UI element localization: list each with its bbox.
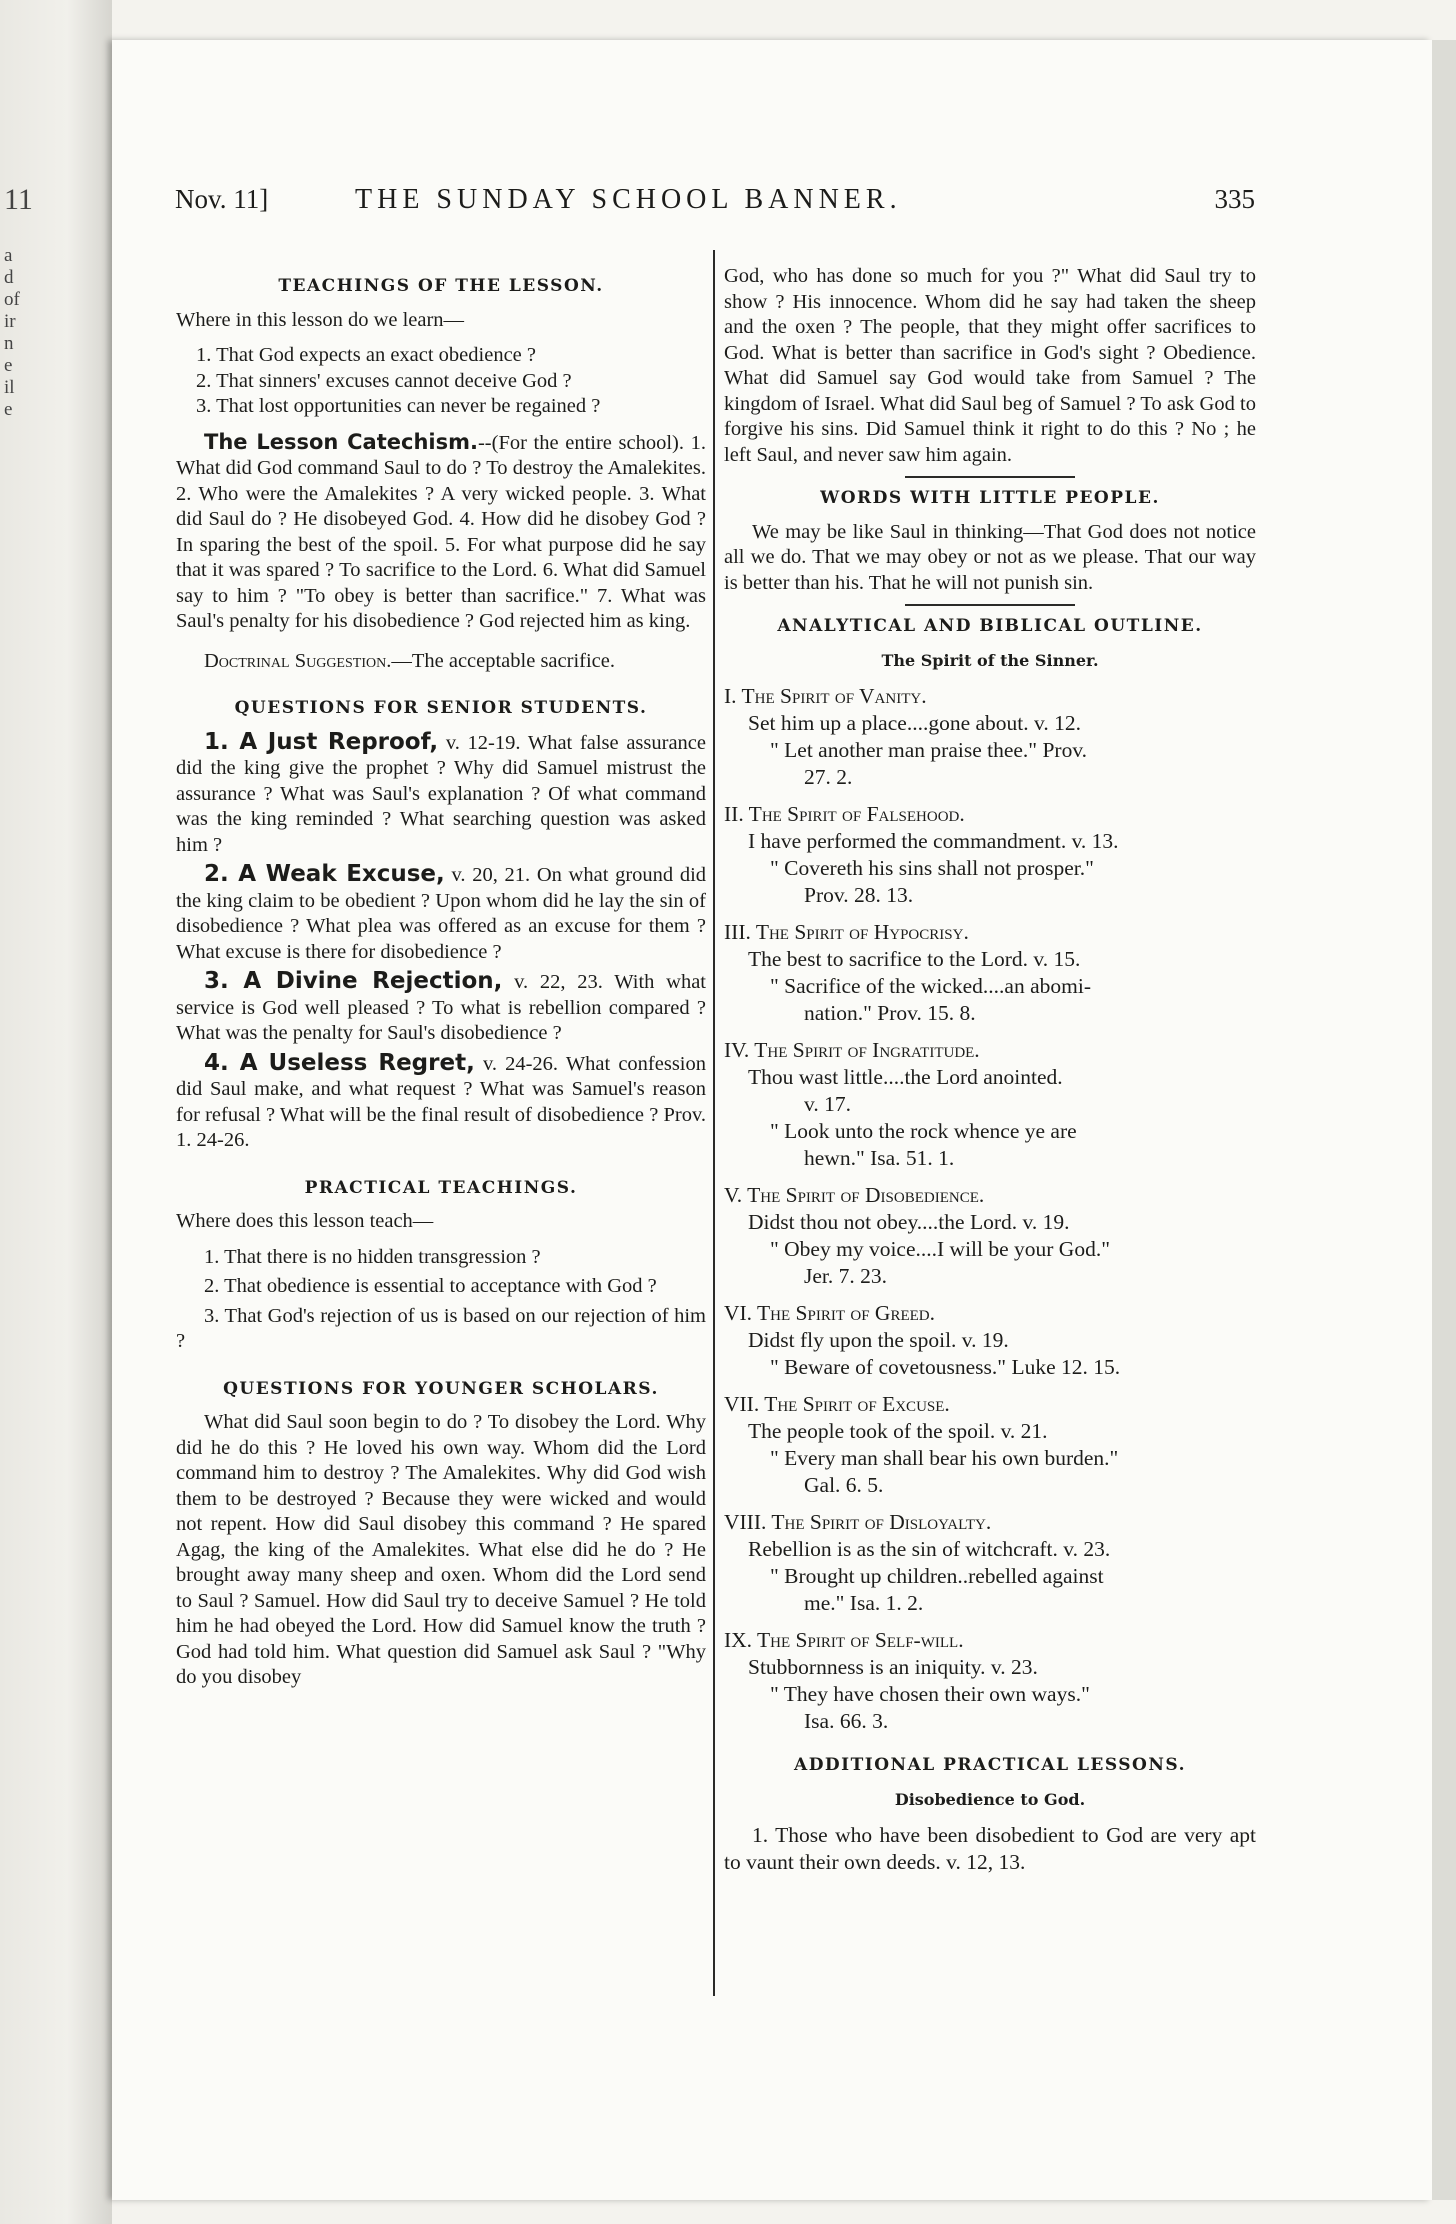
senior-item — [176, 969, 706, 1047]
additional-heading: ADDITIONAL PRACTICAL LESSONS. — [794, 1755, 1186, 1775]
practical-item: 1. That there is no hidden transgression ? — [204, 1245, 541, 1268]
outline-item — [724, 1300, 1256, 1381]
gutter-fragment: 11 — [4, 183, 33, 216]
gutter-fragment: n — [4, 333, 14, 354]
outline-item-head: VI. The Spirit of Greed. — [724, 1301, 935, 1325]
outline-item-line: Stubbornness is an iniquity. v. 23. — [748, 1655, 1038, 1679]
outline-item — [724, 1182, 1256, 1290]
outline-item-line: Didst thou not obey....the Lord. v. 19. — [748, 1210, 1070, 1234]
outline-item-line: The people took of the spoil. v. 21. — [748, 1419, 1048, 1443]
right-column — [724, 266, 1256, 1880]
outline-item-line: nation." Prov. 15. 8. — [804, 1001, 976, 1025]
outline-item-line: 27. 2. — [804, 765, 853, 789]
outline-item-line: " Let another man praise thee." Prov. — [770, 738, 1088, 762]
doctrinal-text: —The acceptable sacrifice. — [391, 649, 615, 672]
outline-item-line: Jer. 7. 23. — [804, 1264, 888, 1288]
little-people-heading: WORDS WITH LITTLE PEOPLE. — [820, 488, 1160, 508]
catechism-text: --(For the entire school). 1. What did God command Saul to do ? To destroy the Amalekites. 2. Who were the Amalekites ? A very wicked people. 3. What did Saul do ? He disobeyed God. 4. How did he disobey God ? In sparing the best of the spoil. 5. For what purpose did he say that it was spared ? To sacrifice to the Lord. 6. What did Samuel say to him ? "To obey is better than sacrifice." 7. What was Saul's penalty for his disobedience ? God rejected him as king. — [176, 431, 706, 632]
outline-item-line: " Obey my voice....I will be your God." — [770, 1237, 1110, 1261]
senior-item — [176, 862, 706, 965]
outline-subheading: The Spirit of the Sinner. — [881, 650, 1099, 670]
outline-item-line: me." Isa. 1. 2. — [804, 1591, 924, 1615]
outline-item-line: Thou wast little....the Lord anointed. — [748, 1065, 1063, 1089]
outline-item-line: " They have chosen their own ways." — [770, 1682, 1090, 1706]
outline-item-line: I have performed the commandment. v. 13. — [748, 829, 1119, 853]
senior-item-ref: v. 12-19. — [445, 731, 521, 754]
gutter-fragment: e — [4, 355, 13, 376]
outline-item-line: The best to sacrifice to the Lord. v. 15. — [748, 947, 1081, 971]
outline-item-head: IX. The Spirit of Self-will. — [724, 1628, 964, 1652]
gutter-fragment: of — [4, 289, 20, 310]
section-rule — [905, 476, 1075, 478]
gutter-fragment: ir — [4, 311, 16, 332]
teachings-item: 2. That sinners' excuses cannot deceive God ? — [196, 369, 572, 392]
doctrinal-lead: Doctrinal Suggestion. — [204, 649, 392, 672]
teachings-item: 3. That lost opportunities can never be regained ? — [196, 395, 601, 417]
senior-item-title: 4. A Useless Regret, — [204, 1049, 475, 1076]
practical-item: 3. That God's rejection of us is based on our rejection of him ? — [176, 1304, 706, 1352]
outline-item-line: Isa. 66. 3. — [804, 1709, 889, 1733]
little-people-text: We may be like Saul in thinking—That God does not notice all we do. That we may obey or not as we please. That our way is better than his. That he will not punish sin. — [724, 520, 1256, 594]
previous-page-fragments — [4, 185, 44, 421]
outline-list — [724, 683, 1256, 1735]
running-head-title: THE SUNDAY SCHOOL BANNER. — [355, 184, 902, 215]
outline-item — [724, 919, 1256, 1027]
gutter-fragment: d — [4, 267, 14, 288]
left-column — [176, 266, 706, 1695]
senior-item — [176, 730, 706, 859]
younger-text: What did Saul soon begin to do ? To disobey the Lord. Why did he do this ? He loved his own way. Whom did the Lord command him to destroy ? The Amalekites. Why did God wish them to be destroyed ? Because they were wicked and would not repent. How did Saul disobey this command ? He spared Agag, the king of the Amalekites. What else did he do ? He brought away many sheep and oxen. Whom did the Lord send to Saul ? Samuel. How did Saul try to deceive Samuel ? He told him he had obeyed the Lord. How did Samuel know the truth ? God had told him. What question did Samuel ask Saul ? "Why do you disobey — [176, 1411, 706, 1688]
outline-item-head: III. The Spirit of Hypocrisy. — [724, 920, 969, 944]
column-divider — [713, 250, 715, 1996]
doctrinal-paragraph — [176, 649, 706, 675]
catechism-lead: The Lesson Catechism. — [204, 429, 478, 454]
outline-item-line: " Look unto the rock whence ye are — [770, 1119, 1077, 1143]
teachings-item: 1. That God expects an exact obedience ? — [196, 344, 537, 366]
senior-item-ref: v. 22, 23. — [514, 971, 603, 993]
page-edge — [1432, 40, 1456, 2200]
additional-text: 1. Those who have been disobedient to God are very apt to vaunt their own deeds. v. 12, 13. — [724, 1823, 1256, 1874]
outline-item-line: Prov. 28. 13. — [804, 883, 914, 907]
outline-item-line: " Beware of covetousness." Luke 12. 15. — [770, 1355, 1121, 1379]
outline-item-line: " Brought up children..rebelled against — [770, 1564, 1104, 1588]
teachings-intro: Where in this lesson do we learn— — [176, 308, 465, 331]
senior-item-title: 1. A Just Reproof, — [204, 728, 439, 755]
section-rule — [905, 604, 1075, 606]
outline-item-line: " Sacrifice of the wicked....an abomi- — [770, 974, 1091, 998]
senior-item-text: What false assurance did the king give the prophet ? Why did Samuel mistrust the assurance ? What was Saul's explanation ? Of what command was the king reminded ? What searching question was asked him ? — [176, 731, 707, 856]
senior-item-title: 2. A Weak Excuse, — [204, 861, 445, 887]
outline-heading: ANALYTICAL AND BIBLICAL OUTLINE. — [777, 616, 1203, 636]
senior-item-text: What confession did Saul make, and what request ? What was Samuel's reason for refusal ? What will be the final result of disobedience ? Prov. 1. 24-26. — [176, 1052, 706, 1151]
younger-heading: QUESTIONS FOR YOUNGER SCHOLARS. — [223, 1378, 659, 1399]
senior-item-text: With what service is God well pleased ? To what is rebellion compared ? What was the penalty for Saul's disobedience ? — [176, 971, 706, 1044]
outline-item-line: Gal. 6. 5. — [804, 1473, 884, 1497]
outline-item-head: VIII. The Spirit of Disloyalty. — [724, 1510, 992, 1534]
running-head-date: Nov. 11] — [175, 184, 269, 214]
younger-continuation: God, who has done so much for you ?" What did Saul try to show ? His innocence. Whom did he say had taken the sheep and the oxen ? The people, that they might offer sacrifices to God. What is better than sacrifice in God's sight ? Obedience. What did Samuel say God would take from Samuel ? The kingdom of Israel. What did Saul beg of Samuel ? To ask God to forgive his sins. Did Samuel think it right to do this ? No ; he left Saul, and never saw him again. — [724, 265, 1256, 466]
outline-item — [724, 1627, 1256, 1735]
outline-item-line: v. 17. — [804, 1092, 851, 1116]
outline-item-line: " Covereth his sins shall not prosper." — [770, 856, 1094, 880]
practical-heading: PRACTICAL TEACHINGS. — [304, 1177, 578, 1198]
gutter-fragment: e — [4, 399, 13, 420]
additional-subheading: Disobedience to God. — [894, 1789, 1086, 1809]
catechism-paragraph — [176, 430, 706, 635]
outline-item — [724, 801, 1256, 909]
outline-item — [724, 1391, 1256, 1499]
senior-item-ref: v. 20, 21. — [451, 864, 531, 886]
page-number: 335 — [1214, 184, 1255, 214]
left-page-gutter — [0, 0, 112, 2224]
senior-item-title: 3. A Divine Rejection, — [204, 968, 503, 994]
senior-item — [176, 1051, 706, 1154]
gutter-fragment: a — [4, 245, 13, 266]
outline-item — [724, 1037, 1256, 1172]
outline-item-head: IV. The Spirit of Ingratitude. — [724, 1038, 980, 1062]
outline-item — [724, 1509, 1256, 1617]
gutter-fragment: il — [4, 377, 15, 398]
outline-item — [724, 683, 1256, 791]
outline-item-line: Didst fly upon the spoil. v. 19. — [748, 1328, 1009, 1352]
outline-item-line: Rebellion is as the sin of witchcraft. v. 23. — [748, 1537, 1111, 1561]
senior-heading: QUESTIONS FOR SENIOR STUDENTS. — [234, 698, 648, 718]
outline-item-line: Set him up a place....gone about. v. 12. — [748, 711, 1081, 735]
senior-item-text: On what ground did the king claim to be obedient ? Upon whom did he lay the sin of disobedience ? What plea was offered as an excuse for them ? What excuse is there for disobedience ? — [176, 864, 707, 963]
teachings-heading: TEACHINGS OF THE LESSON. — [278, 276, 604, 296]
outline-item-line: " Every man shall bear his own burden." — [770, 1446, 1119, 1470]
outline-item-line: hewn." Isa. 51. 1. — [804, 1146, 955, 1170]
outline-item-head: II. The Spirit of Falsehood. — [724, 802, 965, 826]
practical-item: 2. That obedience is essential to acceptance with God ? — [204, 1275, 657, 1297]
running-head — [175, 180, 1255, 228]
senior-item-ref: v. 24-26. — [482, 1052, 559, 1075]
outline-item-head: V. The Spirit of Disobedience. — [724, 1183, 985, 1207]
practical-intro: Where does this lesson teach— — [176, 1210, 434, 1232]
outline-item-head: VII. The Spirit of Excuse. — [724, 1392, 950, 1416]
outline-item-head: I. The Spirit of Vanity. — [724, 684, 927, 708]
